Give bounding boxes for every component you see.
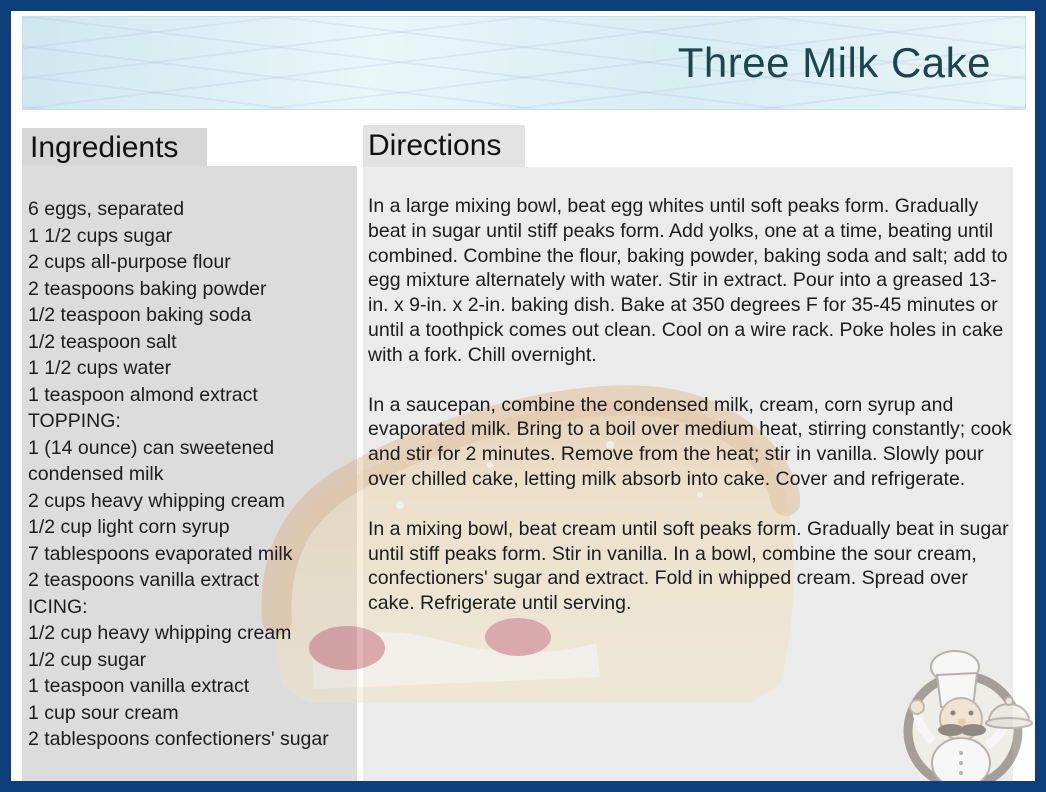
ingredient-line: 1/2 cup sugar (28, 648, 147, 671)
directions-heading: Directions (368, 129, 502, 162)
ingredient-line: 1/2 cup light corn syrup (28, 516, 230, 538)
ingredient-line: TOPPING: (28, 410, 121, 432)
ingredient-line: 2 teaspoons baking powder (28, 277, 267, 300)
ingredient-line: 1 cup sour cream (28, 701, 179, 724)
directions-text (368, 194, 1013, 641)
ingredient-line: 2 tablespoons confectioners' sugar (28, 728, 329, 750)
ingredient-line: 7 tablespoons evaporated milk (28, 542, 293, 565)
ingredient-line: 2 cups all-purpose flour (28, 251, 231, 273)
ingredient-line: 6 eggs, separated (28, 198, 185, 220)
directions-paragraph: In a mixing bowl, beat cream until soft peaks form. Gradually beat in sugar until stiff peaks form. Stir in vanilla. In a bowl, combine the sour cream, confectioners' sugar and extract. Fold in whipped cream. Spread over cake. Refrigerate until serving. (368, 517, 1009, 615)
ingredient-line: 1 1/2 cups water (28, 357, 172, 379)
ingredient-line: 2 teaspoons vanilla extract (28, 569, 259, 591)
ingredient-line: 1/2 teaspoon salt (28, 330, 177, 353)
ingredient-line: 1 teaspoon vanilla extract (28, 675, 250, 697)
header-band (22, 16, 1026, 110)
ingredients-heading: Ingredients (30, 131, 179, 164)
ingredient-line: 1 (14 ounce) can sweetened condensed milk (28, 436, 275, 485)
ingredient-line: 1 teaspoon almond extract (28, 383, 258, 406)
ingredient-line: 1 1/2 cups sugar (28, 224, 173, 247)
ingredient-line: 1/2 cup heavy whipping cream (28, 622, 292, 644)
directions-paragraph: In a saucepan, combine the condensed milk, cream, corn syrup and evaporated milk. Bring to a boil over medium heat, stirring constantly; cook and stir for 2 minutes. Remove from the heat; stir in vanilla. Slowly pour over chilled cake, letting milk absorb into cake. Cover and refrigerate. (368, 393, 1012, 490)
page-title: Three Milk Cake (677, 39, 991, 86)
ingredients-list (28, 196, 333, 753)
directions-paragraph: In a large mixing bowl, beat egg whites until soft peaks form. Gradually beat in sugar until stiff peaks form. Add yolks, one at a time, beating until combined. Combine the flour, baking powder, baking soda and salt; add to egg mixture alternately with water. Stir in extract. Pour into a greased 13-in. x 9-in. x 2-in. baking dish. Bake at 350 degrees F for 35-45 minutes or until a toothpick comes out clean. Cool on a wire rack. Poke holes in cake with a fork. Chill overnight. (368, 195, 1008, 366)
ingredient-line: 1/2 teaspoon baking soda (28, 304, 252, 326)
ingredient-line: 2 cups heavy whipping cream (28, 489, 285, 512)
ingredient-line: ICING: (28, 595, 88, 618)
